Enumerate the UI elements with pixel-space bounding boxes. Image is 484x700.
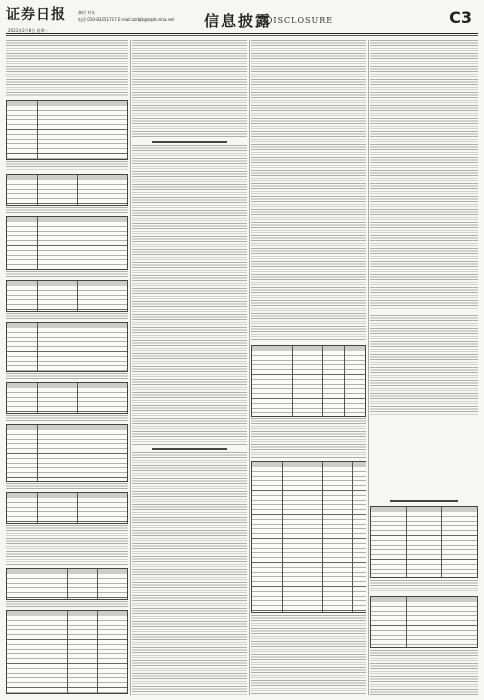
- column-divider: [130, 40, 131, 695]
- date-line: 2023年2月8日 星期一: [8, 28, 49, 33]
- text-block: [370, 650, 478, 695]
- column-divider: [368, 40, 369, 695]
- data-table: [6, 216, 128, 270]
- text-block: [370, 40, 478, 310]
- text-block: [6, 525, 128, 565]
- text-block: [132, 40, 247, 138]
- sub-heading: [390, 500, 458, 502]
- column-2: [132, 40, 247, 695]
- sub-heading: [152, 448, 227, 450]
- text-block: [6, 415, 128, 421]
- wide-data-table: [251, 461, 366, 613]
- data-table: [6, 610, 128, 694]
- text-block: [370, 315, 478, 415]
- data-table: [6, 382, 128, 414]
- text-block: [251, 615, 366, 695]
- column-1: [6, 40, 128, 695]
- page-number: C3: [449, 8, 472, 27]
- text-block: [132, 145, 247, 445]
- issue-info: 备付 对头: [78, 10, 96, 15]
- text-block: [6, 161, 128, 171]
- data-table: [251, 345, 366, 417]
- text-block: [6, 313, 128, 319]
- text-block: [6, 207, 128, 213]
- text-block: [251, 418, 366, 458]
- column-divider: [249, 40, 250, 695]
- contact-info: 电话 010-83251717 E-mail:zzrbjb@zqrb.sina.net: [78, 17, 175, 22]
- data-table: [6, 568, 128, 600]
- text-block: [251, 40, 366, 340]
- text-block: [6, 40, 128, 96]
- data-table: [6, 280, 128, 312]
- data-table: [6, 174, 128, 206]
- text-block: [6, 271, 128, 277]
- text-block: [6, 601, 128, 607]
- section-english-title: DISCLOSURE: [266, 16, 334, 25]
- data-table: [370, 506, 478, 578]
- text-block: [370, 580, 478, 592]
- text-block: [6, 483, 128, 489]
- masthead: [6, 4, 478, 36]
- column-3: [251, 40, 366, 695]
- data-table: [6, 322, 128, 372]
- text-block: [132, 452, 247, 695]
- masthead-rule-thin: [6, 35, 478, 36]
- newspaper-logo: 证券日报: [6, 7, 66, 23]
- data-table: [6, 492, 128, 524]
- section-title: 信息披露: [204, 12, 273, 30]
- sub-heading: [152, 141, 227, 143]
- masthead-rule: [6, 33, 478, 34]
- data-table: [6, 100, 128, 160]
- data-table: [6, 424, 128, 482]
- text-block: [6, 373, 128, 379]
- column-4: [370, 40, 478, 695]
- data-table: [370, 596, 478, 648]
